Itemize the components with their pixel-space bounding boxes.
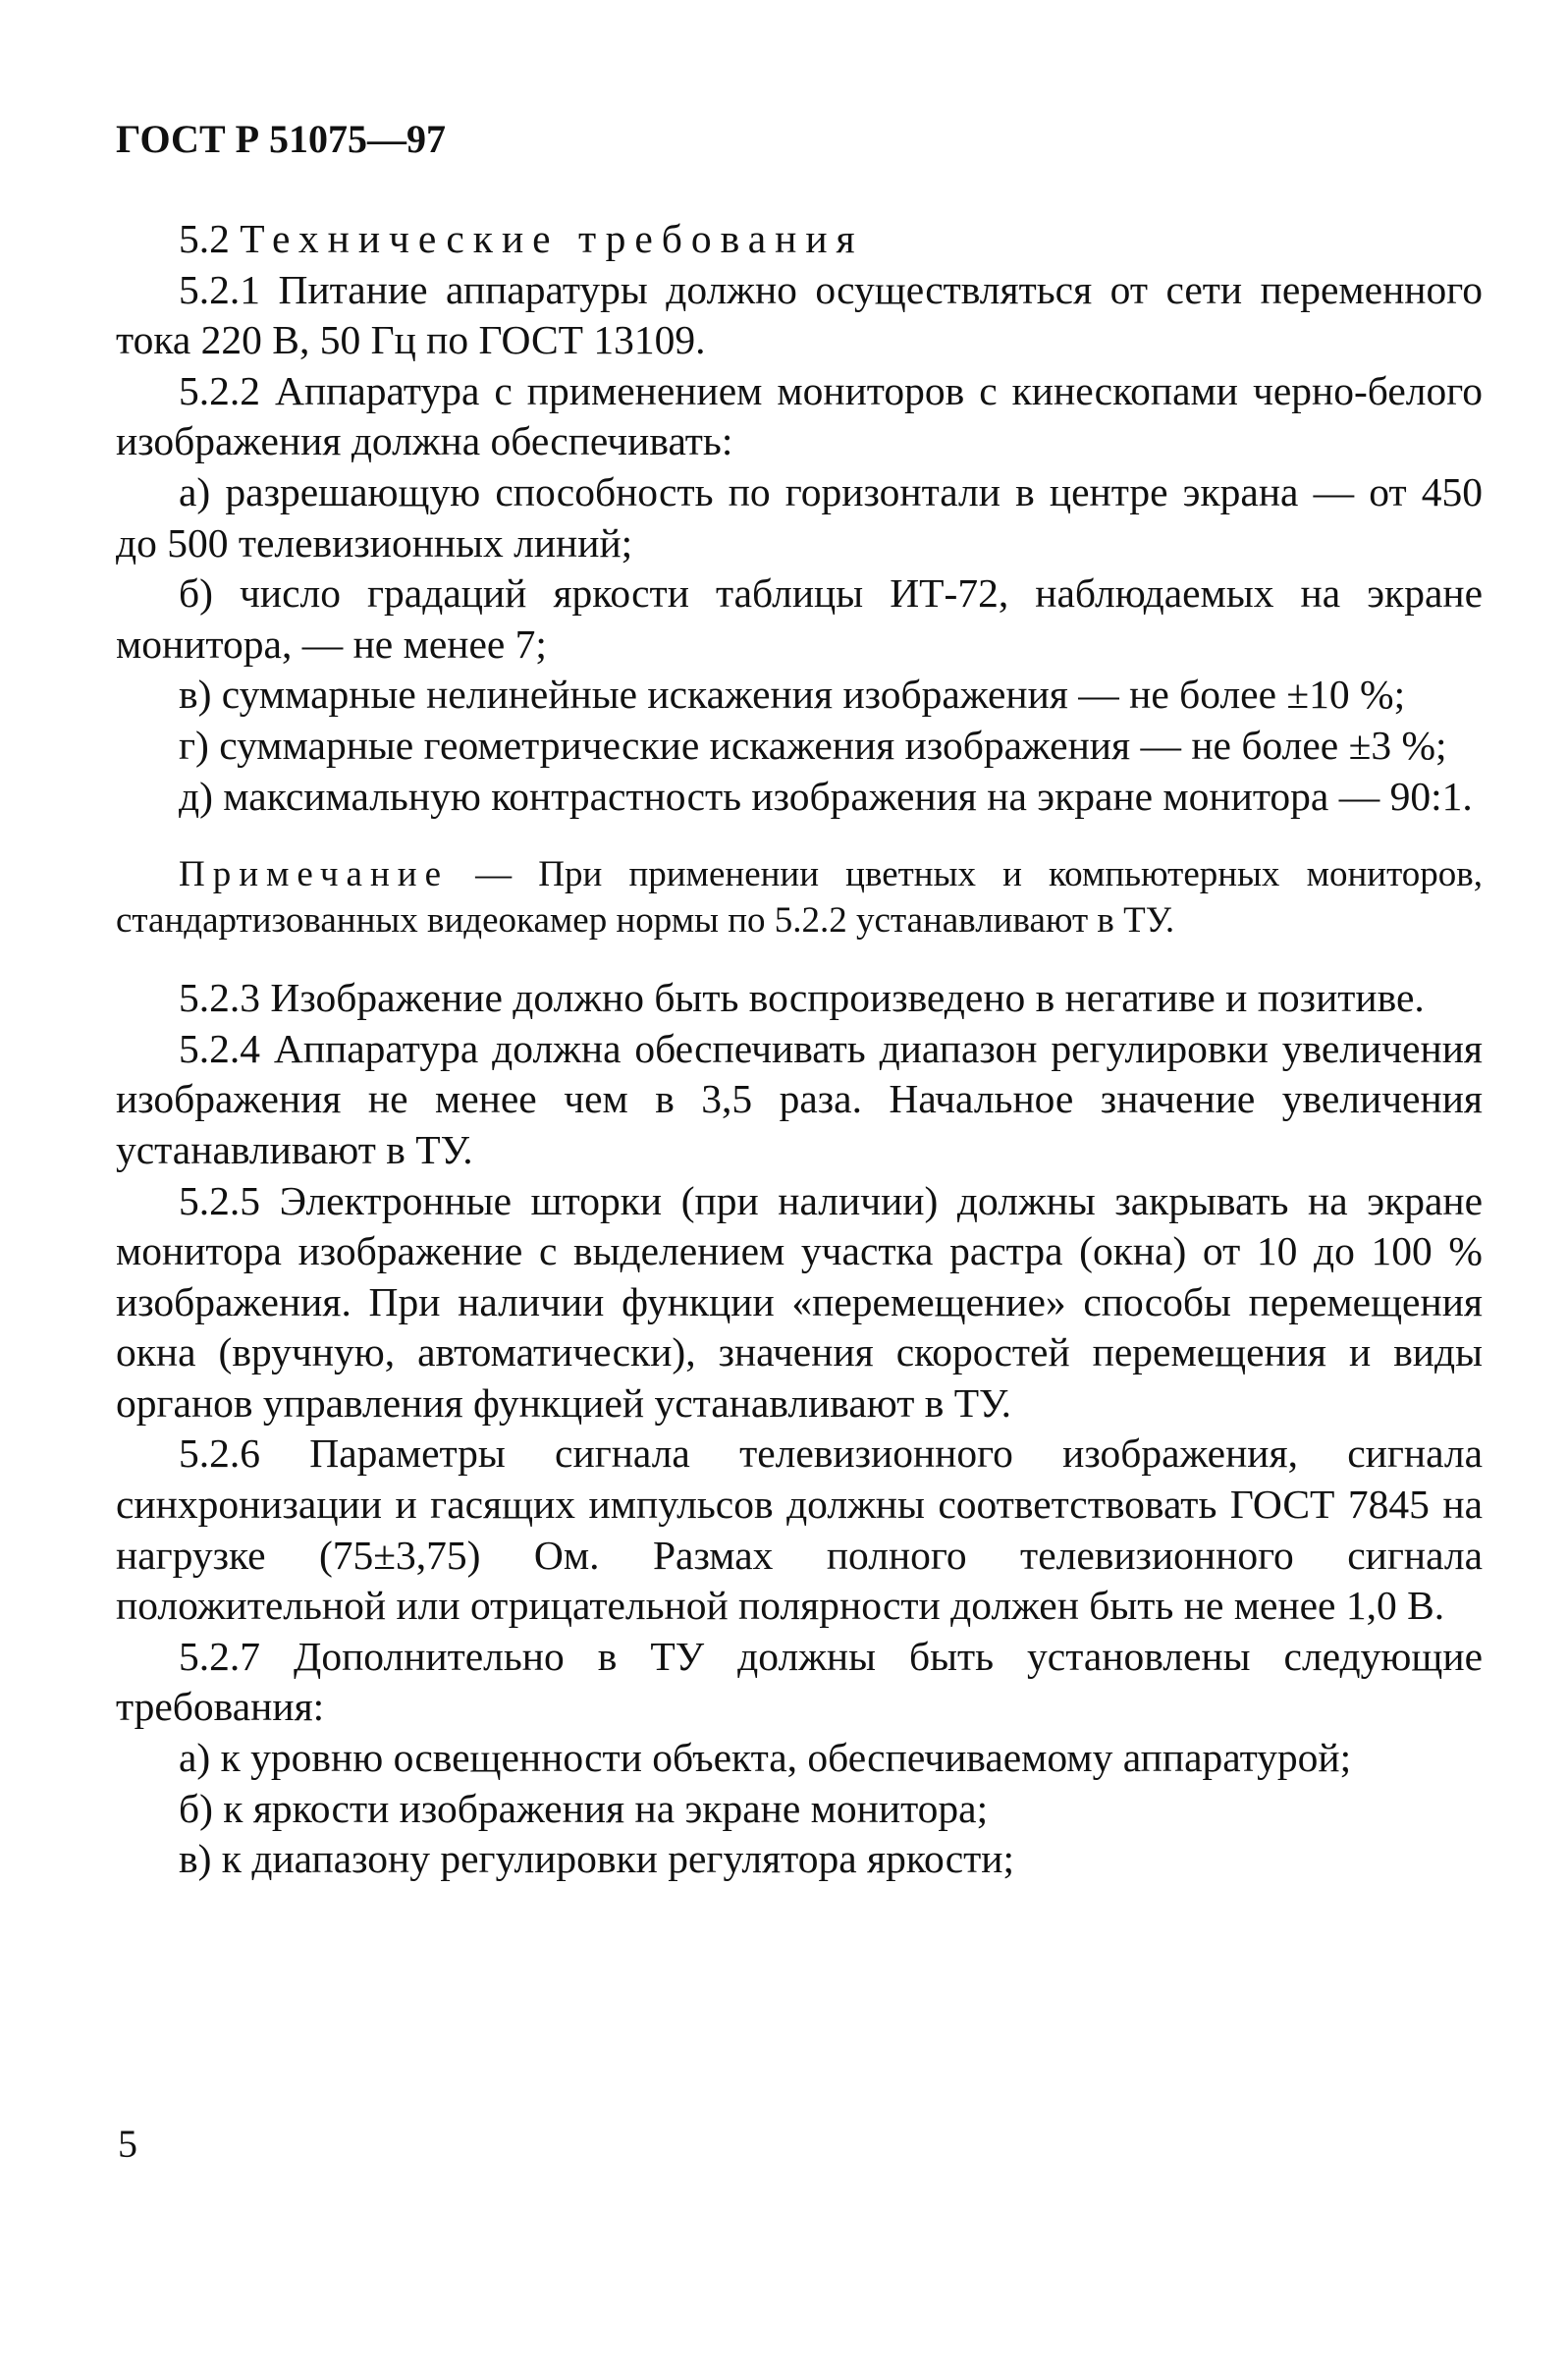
list-item-5-2-2-v: в) суммарные нелинейные искажения изображения — не более ±10 %; [179, 672, 1406, 718]
section-title: Технические требования [240, 216, 864, 261]
list-item-5-2-2-a: а) разрешающую способность по горизонтали в центре экрана — от 450 до 500 телевизионных линий; [116, 468, 1483, 566]
document-body [116, 214, 1483, 1885]
note-label: Примечание [179, 854, 449, 895]
section-number: 5.2 [179, 216, 230, 261]
paragraph-5-2-6: 5.2.6 Параметры сигнала телевизионного изображения, сигнала синхронизации и гасящих импульсов должны соответствовать ГОСТ 7845 на нагрузке (75±3,75) Ом. Размах полного телевизионного сигнала положительной или отрицательной полярности должен быть не менее 1,0 В. [116, 1430, 1483, 1629]
paragraph-5-2-5: 5.2.5 Электронные шторки (при наличии) должны закрывать на экране монитора изображение с выделением участка растра (окна) от 10 до 100 % изображения. При наличии функции «перемещение» способы перемещения окна (вручную, автоматически), значения скоростей перемещения и виды органов управления функцией устанавливают в ТУ. [116, 1177, 1483, 1426]
standard-code-header: ГОСТ Р 51075—97 [116, 117, 447, 161]
list-item-5-2-7-b: б) к яркости изображения на экране монитора; [179, 1785, 989, 1831]
list-item-5-2-2-g: г) суммарные геометрические искажения изображения — не более ±3 %; [179, 722, 1447, 768]
paragraph-5-2-7: 5.2.7 Дополнительно в ТУ должны быть установлены следующие требования: [116, 1633, 1483, 1730]
list-item-5-2-2-d: д) максимальную контрастность изображения на экране монитора — 90:1. [179, 773, 1473, 819]
list-item-5-2-2-b: б) число градаций яркости таблицы ИТ-72, наблюдаемых на экране монитора, — не менее 7; [116, 570, 1483, 667]
note-text: — При применении цветных и компьютерных мониторов, стандартизованных видеокамер нормы по 5.2.2 устанавливают в ТУ. [116, 854, 1483, 942]
list-item-5-2-7-a: а) к уровню освещенности объекта, обеспечиваемому аппаратурой; [179, 1735, 1352, 1781]
list-item-5-2-7-v: в) к диапазону регулировки регулятора яркости; [179, 1836, 1015, 1882]
note-block [116, 851, 1483, 944]
paragraph-5-2-3: 5.2.3 Изображение должно быть воспроизведено в негативе и позитиве. [179, 975, 1425, 1021]
paragraph-5-2-2: 5.2.2 Аппаратура с применением мониторов с кинескопами черно-белого изображения должна обеспечивать: [116, 367, 1483, 464]
section-heading [116, 214, 1483, 265]
paragraph-5-2-4: 5.2.4 Аппаратура должна обеспечивать диапазон регулировки увеличения изображения не менее чем в 3,5 раза. Начальное значение увеличения устанавливают в ТУ. [116, 1025, 1483, 1172]
page-number: 5 [118, 2122, 137, 2166]
paragraph-5-2-1: 5.2.1 Питание аппаратуры должно осуществляться от сети переменного тока 220 В, 50 Гц по ГОСТ 13109. [116, 266, 1483, 363]
